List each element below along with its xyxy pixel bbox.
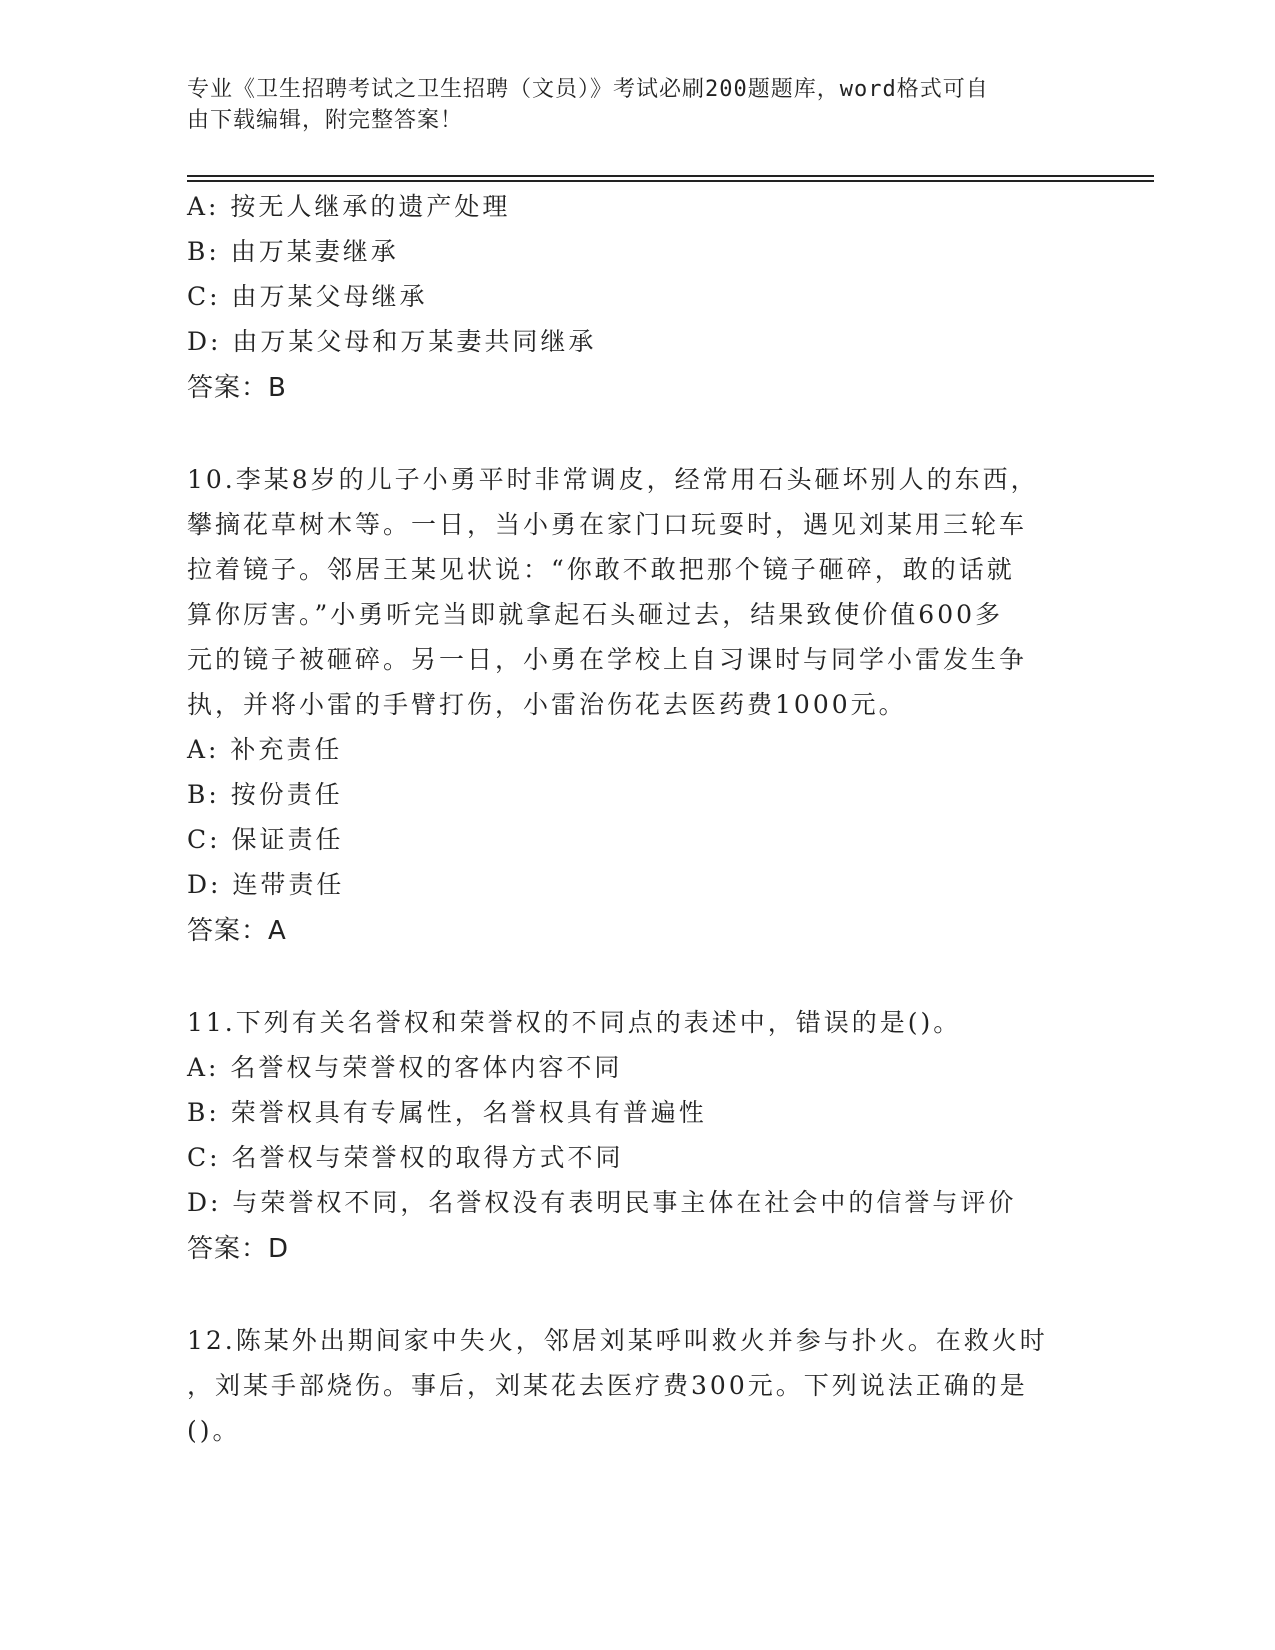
header-line-2: 由下载编辑，附完整答案！ — [187, 108, 464, 133]
header-line-1: 专业《卫生招聘考试之卫生招聘（文员）》考试必刷200题题库，word格式可自 — [187, 77, 989, 102]
q9-option-d: D: 由万某父母和万某妻共同继承 — [187, 327, 597, 356]
q9-answer: 答案：B — [187, 373, 287, 403]
header-divider-top — [187, 175, 1154, 177]
q10-option-d: D: 连带责任 — [187, 870, 345, 899]
q10-text-line-4: 算你厉害。”小勇听完当即就拿起石头砸过去，结果致使价值600多 — [187, 600, 1004, 629]
q11-text-line-1: 11.下列有关名誉权和荣誉权的不同点的表述中，错误的是()。 — [187, 1008, 962, 1037]
q11-option-a: A: 名誉权与荣誉权的客体内容不同 — [187, 1053, 623, 1082]
q10-answer: 答案：A — [187, 916, 287, 946]
q12-text-line-2: ，刘某手部烧伤。事后，刘某花去医疗费300元。下列说法正确的是 — [187, 1371, 1028, 1400]
q10-text-line-2: 攀摘花草树木等。一日，当小勇在家门口玩耍时，遇见刘某用三轮车 — [187, 510, 1028, 539]
header-divider-bottom — [187, 180, 1154, 182]
document-header — [187, 74, 1067, 136]
q12-text-line-1: 12.陈某外出期间家中失火，邻居刘某呼叫救火并参与扑火。在救火时 — [187, 1326, 1048, 1355]
q9-option-c: C: 由万某父母继承 — [187, 282, 428, 311]
q10-option-a: A: 补充责任 — [187, 735, 343, 764]
q11-option-b: B: 荣誉权具有专属性，名誉权具有普遍性 — [187, 1098, 707, 1127]
q11-option-d: D: 与荣誉权不同，名誉权没有表明民事主体在社会中的信誉与评价 — [187, 1188, 1017, 1217]
q11-answer: 答案：D — [187, 1234, 290, 1264]
q10-text-line-6: 执，并将小雷的手臂打伤，小雷治伤花去医药费1000元。 — [187, 690, 907, 719]
q10-option-b: B: 按份责任 — [187, 780, 343, 809]
q12-text-line-3: ()。 — [187, 1416, 241, 1445]
q9-option-a: A: 按无人继承的遗产处理 — [187, 192, 511, 221]
q10-text-line-5: 元的镜子被砸碎。另一日，小勇在学校上自习课时与同学小雷发生争 — [187, 645, 1028, 674]
q9-option-b: B: 由万某妻继承 — [187, 237, 399, 266]
q10-text-line-3: 拉着镜子。邻居王某见状说：“你敢不敢把那个镜子砸碎，敢的话就 — [187, 555, 1015, 584]
q10-text-line-1: 10.李某8岁的儿子小勇平时非常调皮，经常用石头砸坏别人的东西， — [187, 465, 1039, 494]
q10-option-c: C: 保证责任 — [187, 825, 344, 854]
q11-option-c: C: 名誉权与荣誉权的取得方式不同 — [187, 1143, 624, 1172]
